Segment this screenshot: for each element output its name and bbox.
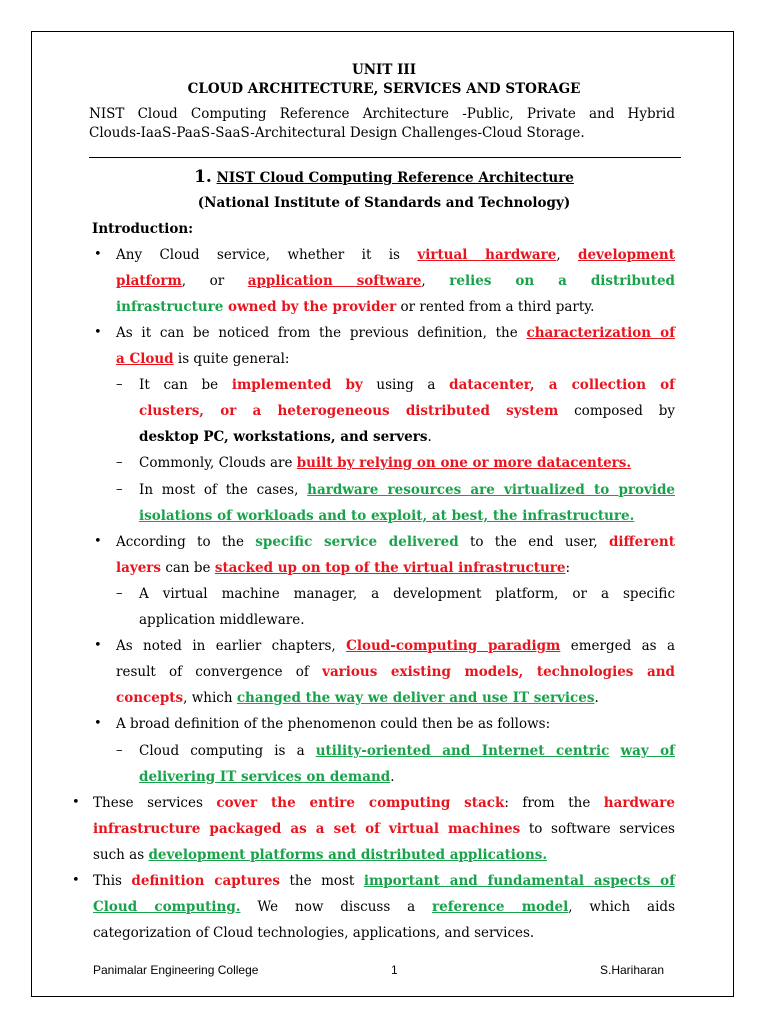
footer-college: Panimalar Engineering College [93, 963, 259, 977]
d1-line-3: desktop PC, workstations, and servers. [139, 429, 432, 445]
intro-heading: Introduction: [92, 221, 194, 237]
section-number: 1. [194, 167, 212, 187]
topics-line-1: NIST Cloud Computing Reference Architecture -Public, Private and Hybrid [89, 106, 675, 122]
b4-line-1: As noted in earlier chapters, Cloud-computing paradigm emerged as a [116, 638, 675, 654]
b6-line-2: infrastructure packaged as a set of virtual machines to software services [93, 821, 675, 837]
bullet-icon: • [94, 247, 102, 262]
b7-line-1: This definition captures the most important and fundamental aspects of [93, 873, 675, 889]
d5-line-2: delivering IT services on demand. [139, 769, 395, 785]
b7-line-3: categorization of Cloud technologies, applications, and services. [93, 925, 535, 941]
unit-label: UNIT III [351, 62, 417, 78]
d2-line-1: Commonly, Clouds are built by relying on one or more datacenters. [139, 455, 632, 471]
dash-icon: – [116, 482, 123, 497]
b1-line-1: Any Cloud service, whether it is virtual hardware, development [116, 247, 675, 263]
section-heading [0, 164, 768, 191]
bullet-icon: • [94, 638, 102, 653]
b6-line-3: such as development platforms and distributed applications. [93, 847, 548, 863]
d4-line-1: A virtual machine manager, a development platform, or a specific [139, 586, 675, 602]
b2-line-1: As it can be noticed from the previous definition, the characterization of [116, 325, 675, 341]
bullet-icon: • [72, 795, 80, 810]
dash-icon: – [116, 377, 123, 392]
unit-title: CLOUD ARCHITECTURE, SERVICES AND STORAGE [187, 81, 581, 97]
section-subtitle: (National Institute of Standards and Technology) [197, 195, 571, 211]
d3-line-2: isolations of workloads and to exploit, at best, the infrastructure. [139, 508, 635, 524]
dash-icon: – [116, 586, 123, 601]
bullet-icon: • [94, 325, 102, 340]
bullet-icon: • [94, 534, 102, 549]
d1-line-2: clusters, or a heterogeneous distributed system composed by [139, 403, 675, 419]
b2-line-2: a Cloud is quite general: [116, 351, 290, 367]
b7-line-2: Cloud computing. We now discuss a reference model, which aids [93, 899, 675, 915]
d1-line-1: It can be implemented by using a datacenter, a collection of [139, 377, 675, 393]
b1-line-2: platform, or application software, relies on a distributed [116, 273, 675, 289]
b3-line-2: layers can be stacked up on top of the virtual infrastructure: [116, 560, 571, 576]
b3-line-1: According to the specific service delivered to the end user, different [116, 534, 675, 550]
b4-line-3: concepts, which changed the way we deliver and use IT services. [116, 690, 599, 706]
b6-line-1: These services cover the entire computing stack: from the hardware [93, 795, 675, 811]
bullet-icon: • [72, 873, 80, 888]
footer-page-number: 1 [391, 963, 398, 977]
footer-author: S.Hariharan [600, 963, 665, 977]
b4-line-2: result of convergence of various existing models, technologies and [116, 664, 675, 680]
section-title: NIST Cloud Computing Reference Architecture [216, 170, 574, 186]
dash-icon: – [116, 455, 123, 470]
topics-line-2: Clouds-IaaS-PaaS-SaaS-Architectural Design Challenges-Cloud Storage. [89, 125, 585, 141]
b1-line-3: infrastructure owned by the provider or rented from a third party. [116, 299, 595, 315]
d4-line-2: application middleware. [139, 612, 305, 628]
d5-line-1: Cloud computing is a utility-oriented and Internet centric way of [139, 743, 675, 759]
b5-line-1: A broad definition of the phenomenon could then be as follows: [116, 716, 551, 732]
d3-line-1: In most of the cases, hardware resources are virtualized to provide [139, 482, 675, 498]
dash-icon: – [116, 743, 123, 758]
bullet-icon: • [94, 716, 102, 731]
header-divider [89, 157, 681, 158]
